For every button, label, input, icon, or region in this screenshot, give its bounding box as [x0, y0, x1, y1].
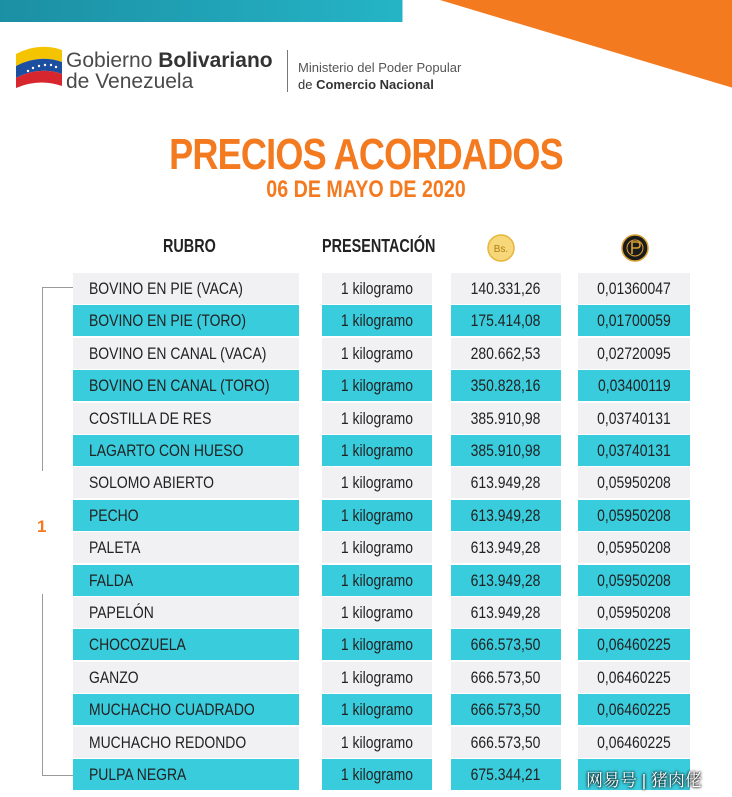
- item-cell: MUCHACHO CUADRADO: [73, 694, 299, 725]
- petro-price-cell: 0,06460225: [578, 629, 690, 660]
- table-row: [0, 403, 732, 434]
- presentation-cell: 1 kilogramo: [322, 305, 432, 336]
- presentation-cell: 1 kilogramo: [322, 532, 432, 563]
- table-row: [0, 273, 732, 304]
- table-row: [0, 629, 732, 660]
- presentation-cell: 1 kilogramo: [322, 370, 432, 401]
- table-row: [0, 435, 732, 466]
- bs-price-cell: 385.910,98: [451, 403, 561, 434]
- bs-price-cell: 675.344,21: [451, 759, 561, 790]
- item-cell: BOVINO EN PIE (VACA): [73, 273, 299, 304]
- petro-price-cell: 0,05950208: [578, 597, 690, 628]
- presentation-cell: 1 kilogramo: [322, 467, 432, 498]
- government-name-line2: de Venezuela: [66, 70, 194, 93]
- venezuela-flag-logo-icon: [14, 40, 64, 88]
- petro-price-cell: 0,01700059: [578, 305, 690, 336]
- petro-price-cell: 0,03400119: [578, 370, 690, 401]
- orange-corner-shape: [440, 0, 732, 90]
- column-header-item: RUBRO: [163, 236, 216, 256]
- bs-price-cell: 666.573,50: [451, 662, 561, 693]
- item-cell: BOVINO EN CANAL (VACA): [73, 338, 299, 369]
- bolivar-coin-label: Bs.: [493, 244, 509, 255]
- petro-price-cell: 0,06460225: [578, 694, 690, 725]
- presentation-cell: 1 kilogramo: [322, 759, 432, 790]
- presentation-cell: 1 kilogramo: [322, 500, 432, 531]
- presentation-cell: 1 kilogramo: [322, 662, 432, 693]
- bs-price-cell: 385.910,98: [451, 435, 561, 466]
- item-cell: BOVINO EN CANAL (TORO): [73, 370, 299, 401]
- item-cell: COSTILLA DE RES: [73, 403, 299, 434]
- table-row: [0, 565, 732, 596]
- item-cell: FALDA: [73, 565, 299, 596]
- bs-price-cell: 613.949,28: [451, 467, 561, 498]
- item-cell: PECHO: [73, 500, 299, 531]
- presentation-cell: 1 kilogramo: [322, 273, 432, 304]
- bs-price-cell: 613.949,28: [451, 532, 561, 563]
- item-cell: PULPA NEGRA: [73, 759, 299, 790]
- item-cell: CHOCOZUELA: [73, 629, 299, 660]
- page-date: 06 DE MAYO DE 2020: [266, 176, 466, 203]
- petro-price-cell: 0,03740131: [578, 403, 690, 434]
- bs-price-cell: 613.949,28: [451, 597, 561, 628]
- petro-price-cell: 0,05950208: [578, 500, 690, 531]
- footnote-marker: 1: [37, 517, 47, 536]
- table-row: [0, 370, 732, 401]
- petro-price-cell: 0,06460225: [578, 727, 690, 758]
- table-row: [0, 597, 732, 628]
- bs-price-cell: 175.414,08: [451, 305, 561, 336]
- watermark: 网易号 | 猪肉佬: [586, 771, 702, 790]
- table-row: [0, 532, 732, 563]
- petro-coin-icon: [621, 234, 649, 262]
- petro-price-cell: 0,02720095: [578, 338, 690, 369]
- presentation-cell: 1 kilogramo: [322, 435, 432, 466]
- government-name-line1: Gobierno Bolivariano: [66, 49, 273, 72]
- petro-price-cell: 0,01360047: [578, 273, 690, 304]
- page-title: PRECIOS ACORDADOS: [169, 130, 563, 179]
- item-cell: PALETA: [73, 532, 299, 563]
- table-row: [0, 694, 732, 725]
- table-row: [0, 467, 732, 498]
- table-row: [0, 338, 732, 369]
- table-row: [0, 500, 732, 531]
- table-row: [0, 727, 732, 758]
- presentation-cell: 1 kilogramo: [322, 403, 432, 434]
- bolivar-coin-icon: [484, 234, 518, 262]
- item-cell: LAGARTO CON HUESO: [73, 435, 299, 466]
- bs-price-cell: 613.949,28: [451, 500, 561, 531]
- bs-price-cell: 666.573,50: [451, 629, 561, 660]
- column-header-presentation: PRESENTACIÓN: [322, 236, 436, 256]
- table-row: [0, 662, 732, 693]
- item-cell: SOLOMO ABIERTO: [73, 467, 299, 498]
- ministry-line1: Ministerio del Poder Popular: [298, 60, 462, 75]
- petro-price-cell: 0,05950208: [578, 565, 690, 596]
- item-cell: MUCHACHO REDONDO: [73, 727, 299, 758]
- table-row: [0, 305, 732, 336]
- presentation-cell: 1 kilogramo: [322, 629, 432, 660]
- ministry-line2: de Comercio Nacional: [298, 77, 434, 92]
- petro-price-cell: 0,06460225: [578, 662, 690, 693]
- item-cell: BOVINO EN PIE (TORO): [73, 305, 299, 336]
- item-cell: GANZO: [73, 662, 299, 693]
- header-divider: [287, 50, 288, 92]
- petro-price-cell: 0,03740131: [578, 435, 690, 466]
- presentation-cell: 1 kilogramo: [322, 565, 432, 596]
- presentation-cell: 1 kilogramo: [322, 694, 432, 725]
- item-cell: PAPELÓN: [73, 597, 299, 628]
- bs-price-cell: 280.662,53: [451, 338, 561, 369]
- presentation-cell: 1 kilogramo: [322, 597, 432, 628]
- petro-price-cell: 0,05950208: [578, 467, 690, 498]
- presentation-cell: 1 kilogramo: [322, 727, 432, 758]
- presentation-cell: 1 kilogramo: [322, 338, 432, 369]
- bs-price-cell: 140.331,26: [451, 273, 561, 304]
- petro-price-cell: 0,05950208: [578, 532, 690, 563]
- bs-price-cell: 350.828,16: [451, 370, 561, 401]
- bs-price-cell: 666.573,50: [451, 727, 561, 758]
- bs-price-cell: 613.949,28: [451, 565, 561, 596]
- bs-price-cell: 666.573,50: [451, 694, 561, 725]
